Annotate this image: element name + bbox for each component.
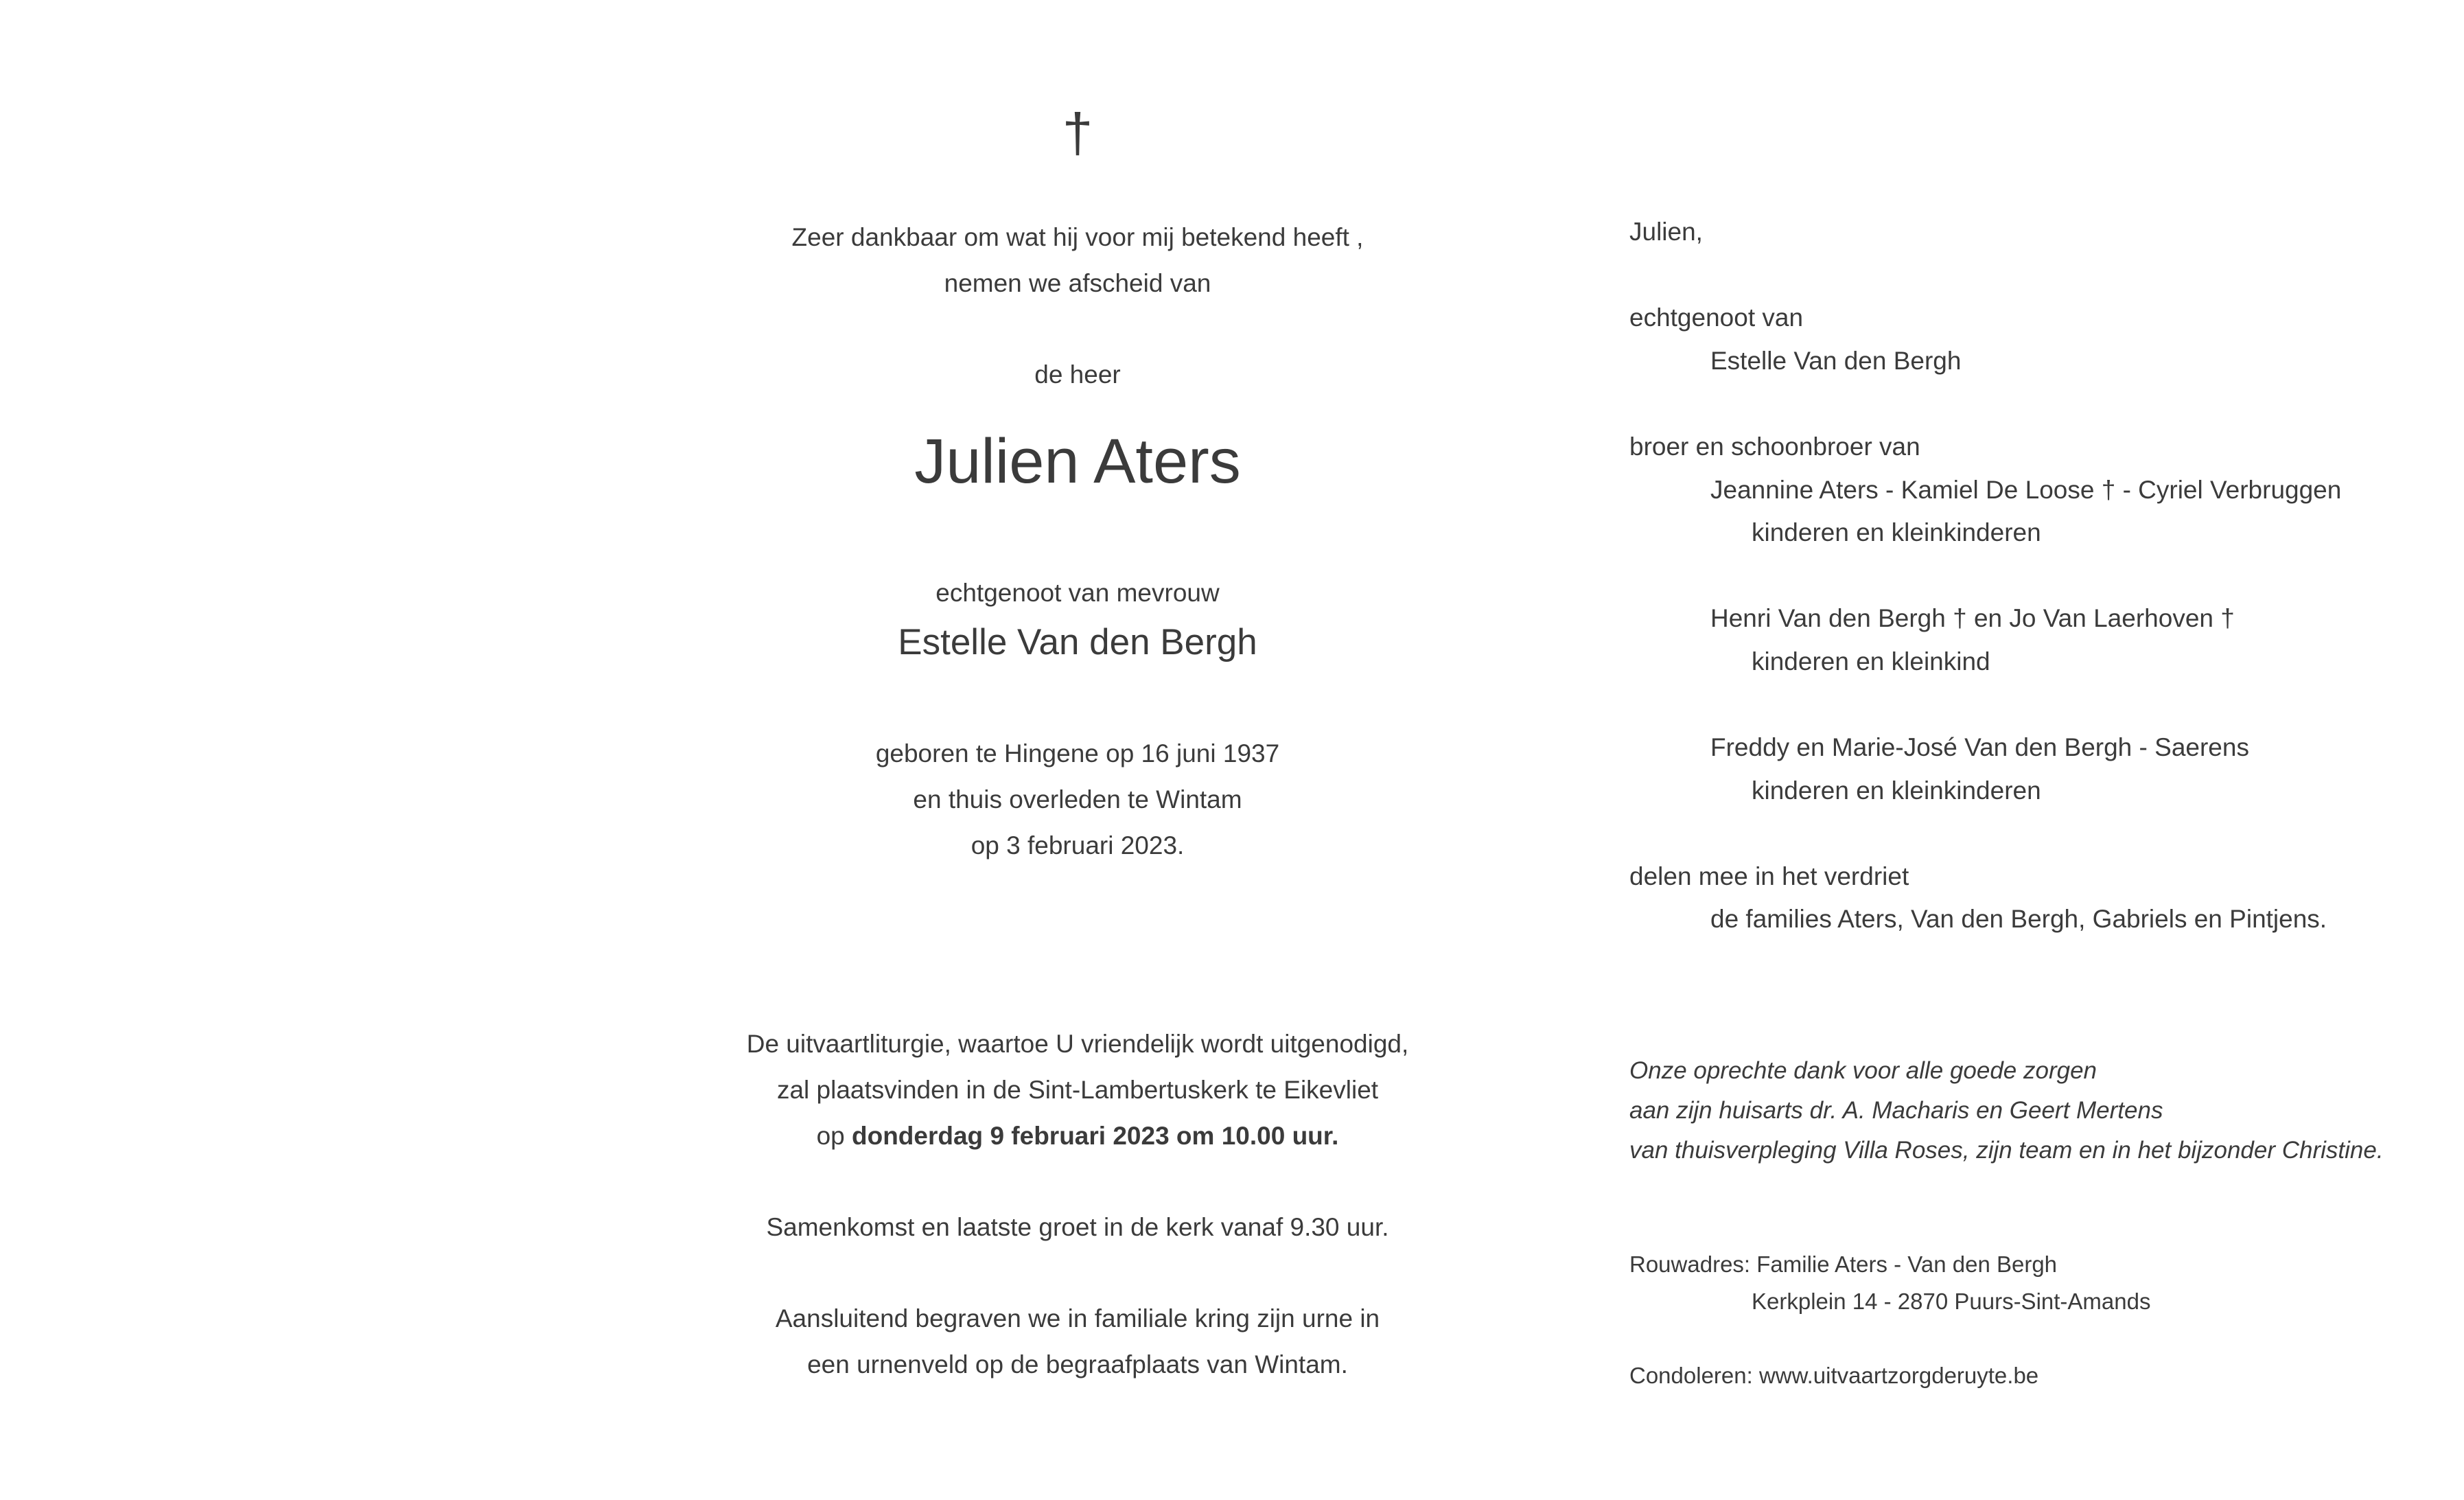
liturgy-line-2: zal plaatsvinden in de Sint-Lambertuskerk te Eikevliet — [776, 1076, 1379, 1104]
liturgy-date: donderdag 9 februari 2023 om 10.00 uur. — [852, 1122, 1339, 1150]
intro-line-2: nemen we afscheid van — [944, 269, 1211, 297]
thanks-line-2: aan zijn huisarts dr. A. Macharis en Geert Mertens — [1629, 1097, 2163, 1124]
family-line-2: Henri Van den Bergh † en Jo Van Laerhoven † — [1710, 604, 2235, 632]
family-line-3-sub: kinderen en kleinkinderen — [1752, 776, 2041, 805]
gathering-line: Samenkomst en laatste groet in de kerk vanaf 9.30 uur. — [766, 1213, 1389, 1241]
spouse-label: echtgenoot van — [1629, 303, 1804, 332]
birth-line: geboren te Hingene op 16 juni 1937 — [875, 739, 1280, 768]
spouse-intro: echtgenoot van mevrouw — [935, 579, 1220, 607]
death-line-1: en thuis overleden te Wintam — [913, 785, 1242, 814]
burial-line-1: Aansluitend begraven we in familiale kring zijn urne in — [775, 1304, 1380, 1332]
death-line-2: op 3 februari 2023. — [971, 831, 1185, 859]
liturgy-line-1: De uitvaartliturgie, waartoe U vriendelijk wordt uitgenodigd, — [746, 1030, 1409, 1058]
grief-families: de families Aters, Van den Bergh, Gabriels en Pintjens. — [1710, 905, 2327, 933]
grief-label: delen mee in het verdriet — [1629, 862, 1909, 890]
thanks-line-3: van thuisverpleging Villa Roses, zijn team en in het bijzonder Christine. — [1629, 1137, 2384, 1164]
honorific: de heer — [1034, 360, 1121, 389]
liturgy-line-3 — [659, 1122, 1496, 1151]
siblings-label: broer en schoonbroer van — [1629, 432, 1920, 461]
family-line-3: Freddy en Marie-José Van den Bergh - Saerens — [1710, 733, 2249, 761]
address-line: Kerkplein 14 - 2870 Puurs-Sint-Amands — [1752, 1289, 2151, 1314]
family-line-1-sub: kinderen en kleinkinderen — [1752, 518, 2041, 546]
spouse-name-right: Estelle Van den Bergh — [1710, 347, 1962, 375]
cross-icon: † — [1062, 102, 1093, 163]
address-label: Rouwadres: Familie Aters - Van den Bergh — [1629, 1251, 2058, 1277]
deceased-name: Julien Aters — [914, 426, 1241, 496]
condolences-link[interactable]: Condoleren: www.uitvaartzorgderuyte.be — [1629, 1363, 2039, 1388]
intro-line-1: Zeer dankbaar om wat hij voor mij betekend heeft , — [791, 223, 1364, 251]
salutation: Julien, — [1629, 218, 1703, 246]
thanks-line-1: Onze oprechte dank voor alle goede zorgen — [1629, 1057, 2097, 1084]
family-line-2-sub: kinderen en kleinkind — [1752, 647, 1990, 676]
burial-line-2: een urnenveld op de begraafplaats van Wintam. — [807, 1350, 1348, 1378]
family-line-1: Jeannine Aters - Kamiel De Loose † - Cyriel Verbruggen — [1710, 476, 2342, 504]
spouse-name: Estelle Van den Bergh — [898, 622, 1257, 662]
liturgy-date-prefix: op — [816, 1122, 852, 1150]
